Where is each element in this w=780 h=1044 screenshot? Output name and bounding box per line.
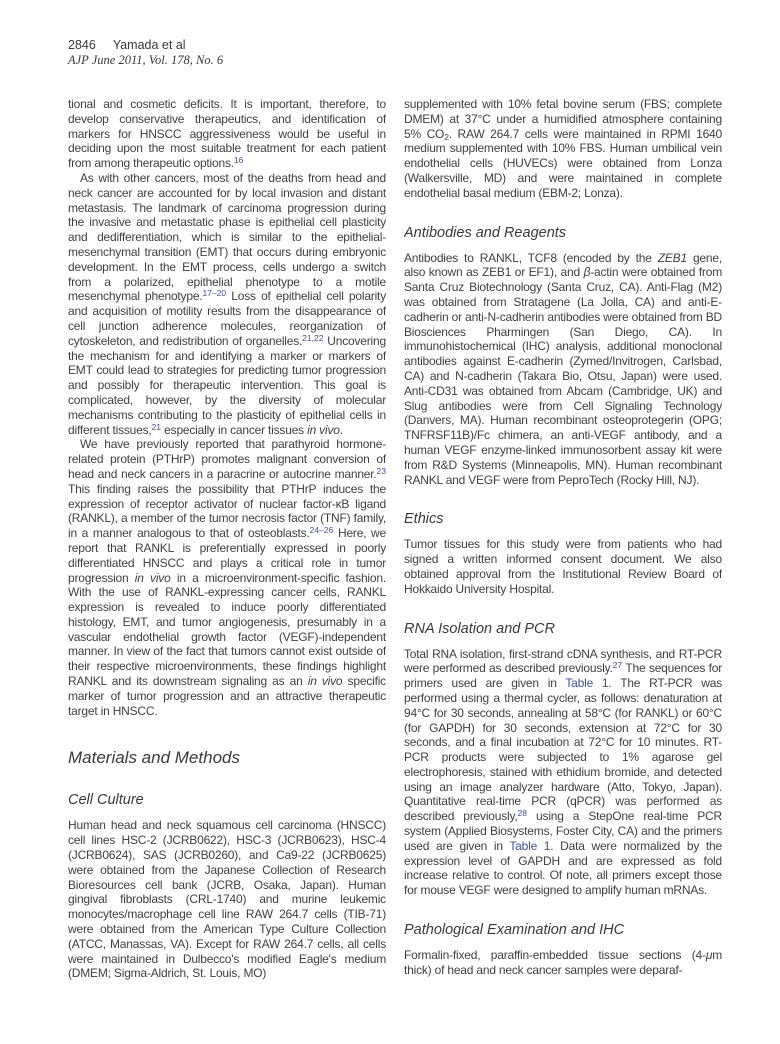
page-header xyxy=(68,38,223,67)
table-1-link[interactable]: Table 1 xyxy=(509,838,551,853)
italic-term: in vivo xyxy=(307,674,343,689)
table-1-link[interactable]: Table 1 xyxy=(565,676,609,691)
italic-term: μ xyxy=(705,948,713,963)
paragraph: Total RNA isolation, first-strand cDNA synthesis, and RT-PCR were performed as described previously.$^{27}$ The sequences for primers used are given in Table 1. The RT-PCR was performed using a thermal cycler, as follows: denaturation at 94°C for 30 seconds, annealing at 58°C (for RANKL) or 60°C (for GAPDH) for 30 seconds, extension at 72°C for 30 seconds, and a final incubation at 72°C for 10 minutes. RT-PCR products were subjected to 1% agarose gel electrophoresis, stained with ethidium bromide, and detected using an image analyzer hardware (Atto, Tokyo, Japan). Quantitative real-time PCR (qPCR) was performed as described previously,$^{28}$ using a StepOne real-time PCR system (Applied Biosystems, Foster City, CA) and the primers used are given in Table 1. Data were normalized by the expression level of GAPDH and are expressed as fold increase relative to control. Of note, all primers except those for mouse VEGF were designed to amplify human mRNAs. xyxy=(404,646,722,898)
paragraph: Formalin-fixed, paraffin-embedded tissue sections (4-μm thick) of head and neck cancer samples were deparaf- xyxy=(404,948,722,977)
left-column xyxy=(68,97,386,1025)
citation-link[interactable]: 21 xyxy=(151,421,162,432)
citation-link[interactable]: 17–20 xyxy=(202,288,227,299)
right-column xyxy=(404,97,722,1025)
italic-term: ZEB1 xyxy=(657,250,687,265)
journal-citation: AJP June 2011, Vol. 178, No. 6 xyxy=(68,53,224,67)
paragraph: supplemented with 10% fetal bovine serum (FBS; complete DMEM) at 37°C under a humidified atmosphere containing 5% $CO_2$. RAW 264.7 cells were maintained in RPMI 1640 medium supplemented with 10% FBS. Human umbilical vein endothelial cells (HUVECs) were obtained from Lonza (Walkersville, MD) and were maintained in complete endothelial basal medium (EBM-2; Lonza). xyxy=(404,97,722,200)
citation-link[interactable]: 21,22 xyxy=(302,332,324,343)
paragraph: Tumor tissues for this study were from patients who had signed a written informed consent document. We also obtained approval from the Institutional Review Board of Hokkaido University Hospital. xyxy=(404,537,722,596)
citation-link[interactable]: 23 xyxy=(376,465,386,476)
paragraph: tional and cosmetic deficits. It is important, therefore, to develop conservative therapeutics, and identification of markers for HNSCC aggressiveness would be useful in deciding upon the most suitable treatment for each patient from among therapeutic options.$^{16}$ xyxy=(68,97,386,171)
subsection-heading: Antibodies and Reagents xyxy=(404,224,567,241)
subsection-heading: Cell Culture xyxy=(68,792,144,809)
citation-link[interactable]: 24–26 xyxy=(309,525,334,536)
paragraph: Antibodies to RANKL, TCF8 (encoded by the ZEB1 gene, also known as ZEB1 or EF1), and β-actin were obtained from Santa Cruz Biotechnology (Santa Cruz, CA). Anti-Flag (M2) was obtained from Stratagene (La Jolla, CA) and anti-E-cadherin or anti-N-cadherin antibodies were obtained from BD Biosciences Pharmingen (San Diego, CA). In immunohistochemical (IHC) analysis, additional monoclonal antibodies against E-cadherin (Zymed/Invitrogen, Carlsbad, CA) and N-cadherin (Takara Bio, Otsu, Japan) were used. Anti-CD31 was obtained from Abcam (Cambridge, UK) and Slug antibodies were from Cell Signaling Technology (Danvers, MA). Human recombinant osteoprotegerin (OPG; TNFRSF11B)/Fc chimera, an anti-VEGF antibody, and a human VEGF enzyme-linked immunosorbent assay kit were from R&D Systems (Minneapolis, MN). Human recombinant RANKL and VEGF were from PeproTech (Rocky Hill, NJ). xyxy=(404,250,722,487)
paragraph: Human head and neck squamous cell carcinoma (HNSCC) cell lines HSC-2 (JCRB0622), HSC-3 (JCRB0623), HSC-4 (JCRB0624), SAS (JCRB0260), and Ca9-22 (JCRB0625) were obtained from the Japanese Collection of Research Bioresources cell bank (JCRB, Osaka, Japan). Human gingival fibroblasts (CRL-1740) and murine leukemic monocytes/macrophage cell line RAW 264.7 cells (TIB-71) were obtained from the American Type Culture Collection (ATCC, Manassas, VA). Except for RAW 264.7 cells, all cells were maintained in Dulbecco's modified Eagle's medium (DMEM; Sigma-Aldrich, St. Louis, MO) xyxy=(68,818,386,981)
citation-link[interactable]: 28 xyxy=(517,808,528,819)
italic-term: β xyxy=(583,265,591,280)
italic-term: in vivo xyxy=(307,422,340,437)
subsection-heading: Pathological Examination and IHC xyxy=(404,922,625,939)
paragraph: We have previously reported that parathyroid hormone-related protein (PTHrP) promotes malignant conversion of head and neck cancers in a paracrine or autocrine manner.$^{23}$ This finding raises the possibility that PTHrP induces the expression of receptor activator of nuclear factor-κB ligand (RANKL), a member of the tumor necrosis factor (TNF) family, in a manner analogous to that of osteoblasts.$^{24-26}$ Here, we report that RANKL is preferentially expressed in poorly differentiated HNSCC and plays a critical role in tumor progression in vivo in a microenvironment-specific fashion. With the use of RANKL-expressing cancer cells, RANKL expression is revealed to induce poorly differentiated histology, EMT, and tumor angiogenesis, presumably in a vascular endothelial growth factor (VEGF)-independent manner. In view of the fact that tumors cannot exist outside of their respective microenvironments, these findings highlight RANKL and its downstream signaling as an in vivo specific marker of tumor progression and an attractive therapeutic target in HNSCC. xyxy=(68,437,386,718)
citation-link[interactable]: 27 xyxy=(612,660,623,671)
subscript: 2 xyxy=(444,131,449,142)
paragraph: As with other cancers, most of the deaths from head and neck cancer are accounted for by local invasion and distant metastasis. The landmark of carcinoma progression during the invasive and metastatic phase is epithelial cell plasticity and dedifferentiation, which is similar to the epithelial-mesenchymal transition (EMT) that occurs during embryonic development. In the EMT process, cells undergo a switch from a polarized, epithelial phenotype to a motile mesenchymal phenotype.$^{17-20}$ Loss of epithelial cell polarity and acquisition of motility results from the disappearance of cell junction adherence molecules, reorganization of cytoskeleton, and redistribution of organelles.$^{21,22}$ Uncovering the mechanism for and identifying a marker or markers of EMT could lead to strategies for predicting tumor progression and possibly for therapeutic intervention. This goal is complicated, however, by the diversity of molecular mechanisms contributing to the plasticity of epithelial cells in different tissues,$^{21}$ especially in cancer tissues in vivo. xyxy=(68,170,386,437)
running-head xyxy=(68,38,223,52)
subsection-heading: Ethics xyxy=(404,511,444,528)
subsection-heading: RNA Isolation and PCR xyxy=(404,620,555,637)
section-heading: Materials and Methods xyxy=(68,748,240,768)
running-authors: Yamada et al xyxy=(112,38,186,52)
citation-link[interactable]: 16 xyxy=(233,155,244,166)
italic-term: in vivo xyxy=(134,570,171,585)
page-number: 2846 xyxy=(68,38,96,52)
